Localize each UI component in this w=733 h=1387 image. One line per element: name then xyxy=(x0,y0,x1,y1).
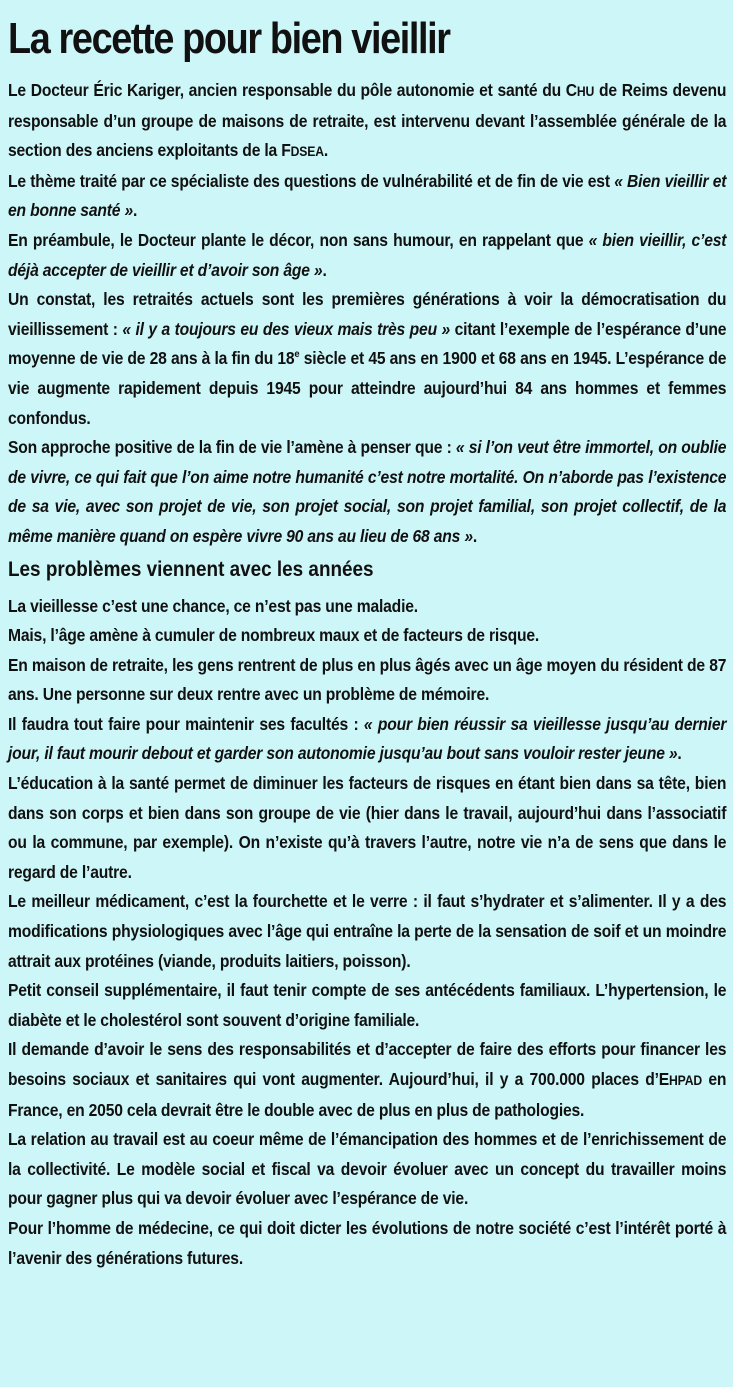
paragraph-faculties: Il faudra tout faire pour maintenir ses facultés : « pour bien réussir sa vieillesse jusqu’au dernier jour, il faut mourir debout et garder son autonomie jusqu’au bout sans vouloir rester jeune ». xyxy=(8,713,727,764)
paragraph-approach: Son approche positive de la fin de vie l’amène à penser que : « si l’on veut être immortel, on oublie de vivre, ce qui fait que l’on aime notre humanité c’est notre mortalité. On n’aborde pas l’existence de sa vie, avec son projet de vie, son projet social, son projet familial, son projet collectif, de la même manière quand on espère vivre 90 ans au lieu de 68 ans ». xyxy=(8,437,727,546)
article-title: La recette pour bien vieillir xyxy=(8,14,450,63)
paragraph-preamble: En préambule, le Docteur plante le décor, non sans humour, en rappelant que « bien vieillir, c’est déjà accepter de vieillir et d’avoir son âge ». xyxy=(8,229,727,280)
paragraph-constat: Un constat, les retraités actuels sont les premières générations à voir la démocratisation du vieillissement : « il y a toujours eu des vieux mais très peu » citant l’exemple de l’espérance d’une moyenne de vie de 28 ans à la fin du 18e siècle et 45 ans en 1900 et 68 ans en 1945. L’espérance de vie augmente rapidement depuis 1945 pour atteindre aujourd’hui 84 ans hommes et femmes confondus. xyxy=(8,289,727,428)
paragraph-intro: Le Docteur Éric Kariger, ancien responsable du pôle autonomie et santé du CHU de Reims devenu responsable d’un groupe de maisons de retraite, est intervenu devant l’assemblée générale de la section des anciens exploitants de la FDSEA. xyxy=(8,80,727,161)
section-subheading: Les problèmes viennent avec les années xyxy=(8,557,374,581)
paragraph-family-history: Petit conseil supplémentaire, il faut tenir compte de ses antécédents familiaux. L’hypertension, le diabète et le cholestérol sont souvent d’origine familiale. xyxy=(8,980,727,1030)
paragraph-chance: La vieillesse c’est une chance, ce n’est pas une maladie. xyxy=(8,595,418,616)
paragraph-conclusion: Pour l’homme de médecine, ce qui doit dicter les évolutions de notre société c’est l’intérêt porté à l’avenir des générations futures. xyxy=(8,1217,727,1268)
paragraph-responsibility: Il demande d’avoir le sens des responsabilités et d’accepter de faire des efforts pour financer les besoins sociaux et sanitaires qui vont augmenter. Aujourd’hui, il y a 700.000 places d’EHPAD en France, en 2050 cela devrait être le double avec de plus en plus de pathologies. xyxy=(8,1039,727,1120)
paragraph-theme: Le thème traité par ce spécialiste des questions de vulnérabilité et de fin de vie est « Bien vieillir et en bonne santé ». xyxy=(8,170,727,221)
paragraph-work: La relation au travail est au coeur même de l’émancipation des hommes et de l’enrichissement de la collectivité. Le modèle social et fiscal va devoir évoluer avec un concept du travailler moins pour gagner plus qui va devoir évoluer avec l’espérance de vie. xyxy=(8,1129,727,1209)
paragraph-health-education: L’éducation à la santé permet de diminuer les facteurs de risques en étant bien dans sa tête, bien dans son corps et bien dans son groupe de vie (hier dans le travail, aujourd’hui dans l’associatif ou la commune, par exemple). On n’existe qu’à travers l’autre, notre vie n’a de sens que dans le regard de l’autre. xyxy=(8,773,727,882)
paragraph-retirement-home: En maison de retraite, les gens rentrent de plus en plus âgés avec un âge moyen du résident de 87 ans. Une personne sur deux rentre avec un problème de mémoire. xyxy=(8,654,727,705)
paragraph-nutrition: Le meilleur médicament, c’est la fourchette et le verre : il faut s’hydrater et s’alimenter. Il y a des modifications physiologiques avec l’âge qui entraîne la perte de la sensation de soif et un moindre attrait aux protéines (viande, produits laitiers, poisson). xyxy=(8,891,727,971)
paragraph-risks: Mais, l’âge amène à cumuler de nombreux maux et de facteurs de risque. xyxy=(8,625,540,646)
